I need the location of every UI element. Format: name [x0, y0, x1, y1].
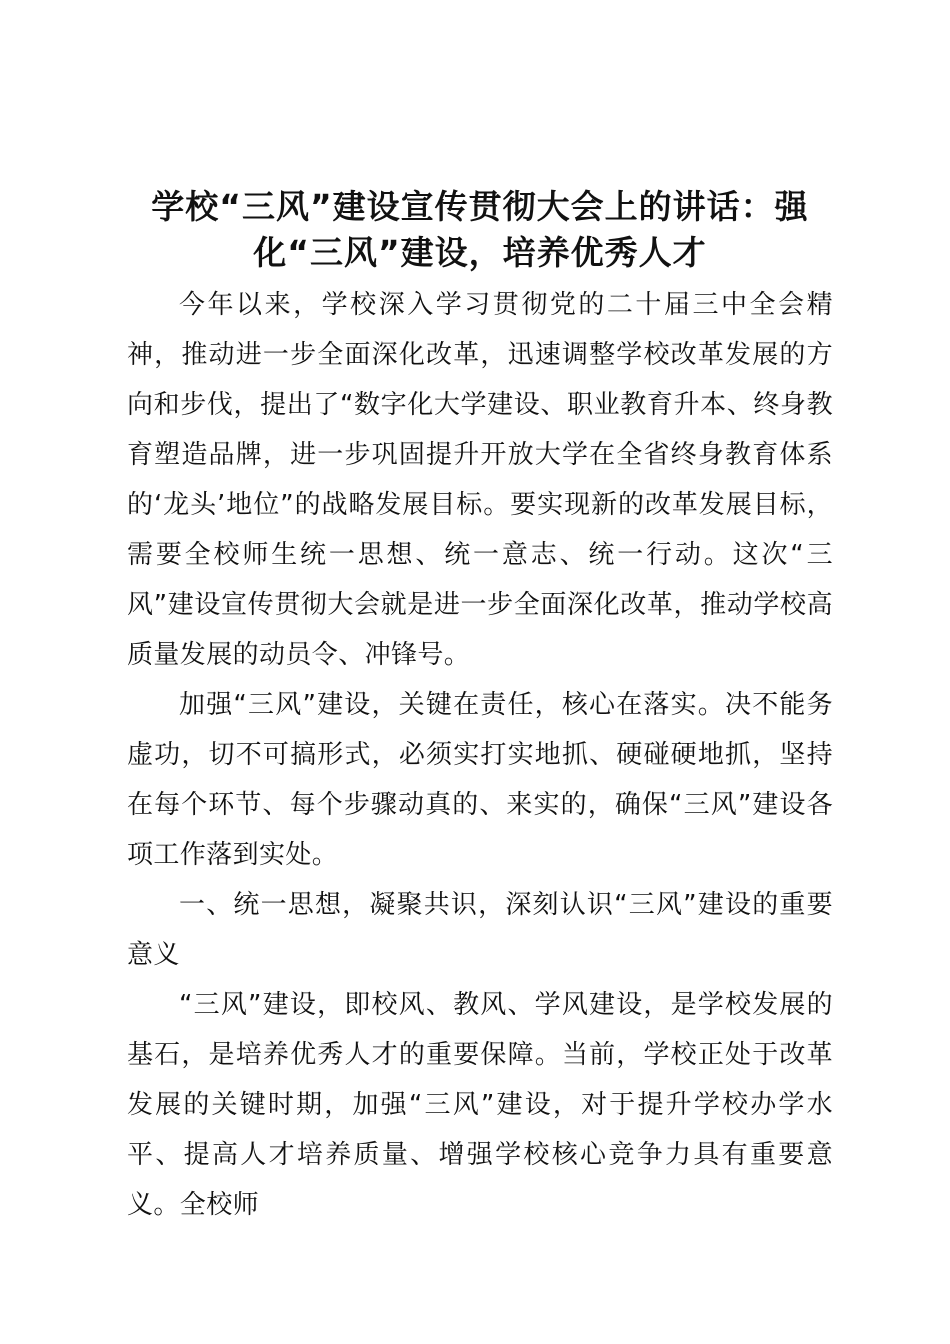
section-heading-one: 一、统一思想，凝聚共识，深刻认识“三风”建设的重要意义 [127, 890, 833, 970]
document-body [127, 280, 833, 1230]
document-title: 学校“三风”建设宣传贯彻大会上的讲话：强化“三风”建设，培养优秀人才 [151, 187, 809, 272]
paragraph-responsibility: 加强“三风”建设，关键在责任，核心在落实。决不能务虚功，切不可搞形式，必须实打实地抓、硬碰硬地抓，坚持在每个环节、每个步骤动真的、来实的，确保“三风”建设各项工作落到实处。 [127, 690, 833, 870]
paragraph-intro: 今年以来，学校深入学习贯彻党的二十届三中全会精神，推动进一步全面深化改革，迅速调整学校改革发展的方向和步伐，提出了“数字化大学建设、职业教育升本、终身教育塑造品牌，进一步巩固提升开放大学在全省终身教育体系的‘龙头’地位”的战略发展目标。要实现新的改革发展目标，需要全校师生统一思想、统一意志、统一行动。这次“三风”建设宣传贯彻大会就是进一步全面深化改革，推动学校高质量发展的动员令、冲锋号。 [127, 290, 833, 670]
paragraph-significance: “三风”建设，即校风、教风、学风建设，是学校发展的基石，是培养优秀人才的重要保障。当前，学校正处于改革发展的关键时期，加强“三风”建设，对于提升学校办学水平、提高人才培养质量、增强学校核心竞争力具有重要意义。全校师 [127, 990, 833, 1220]
